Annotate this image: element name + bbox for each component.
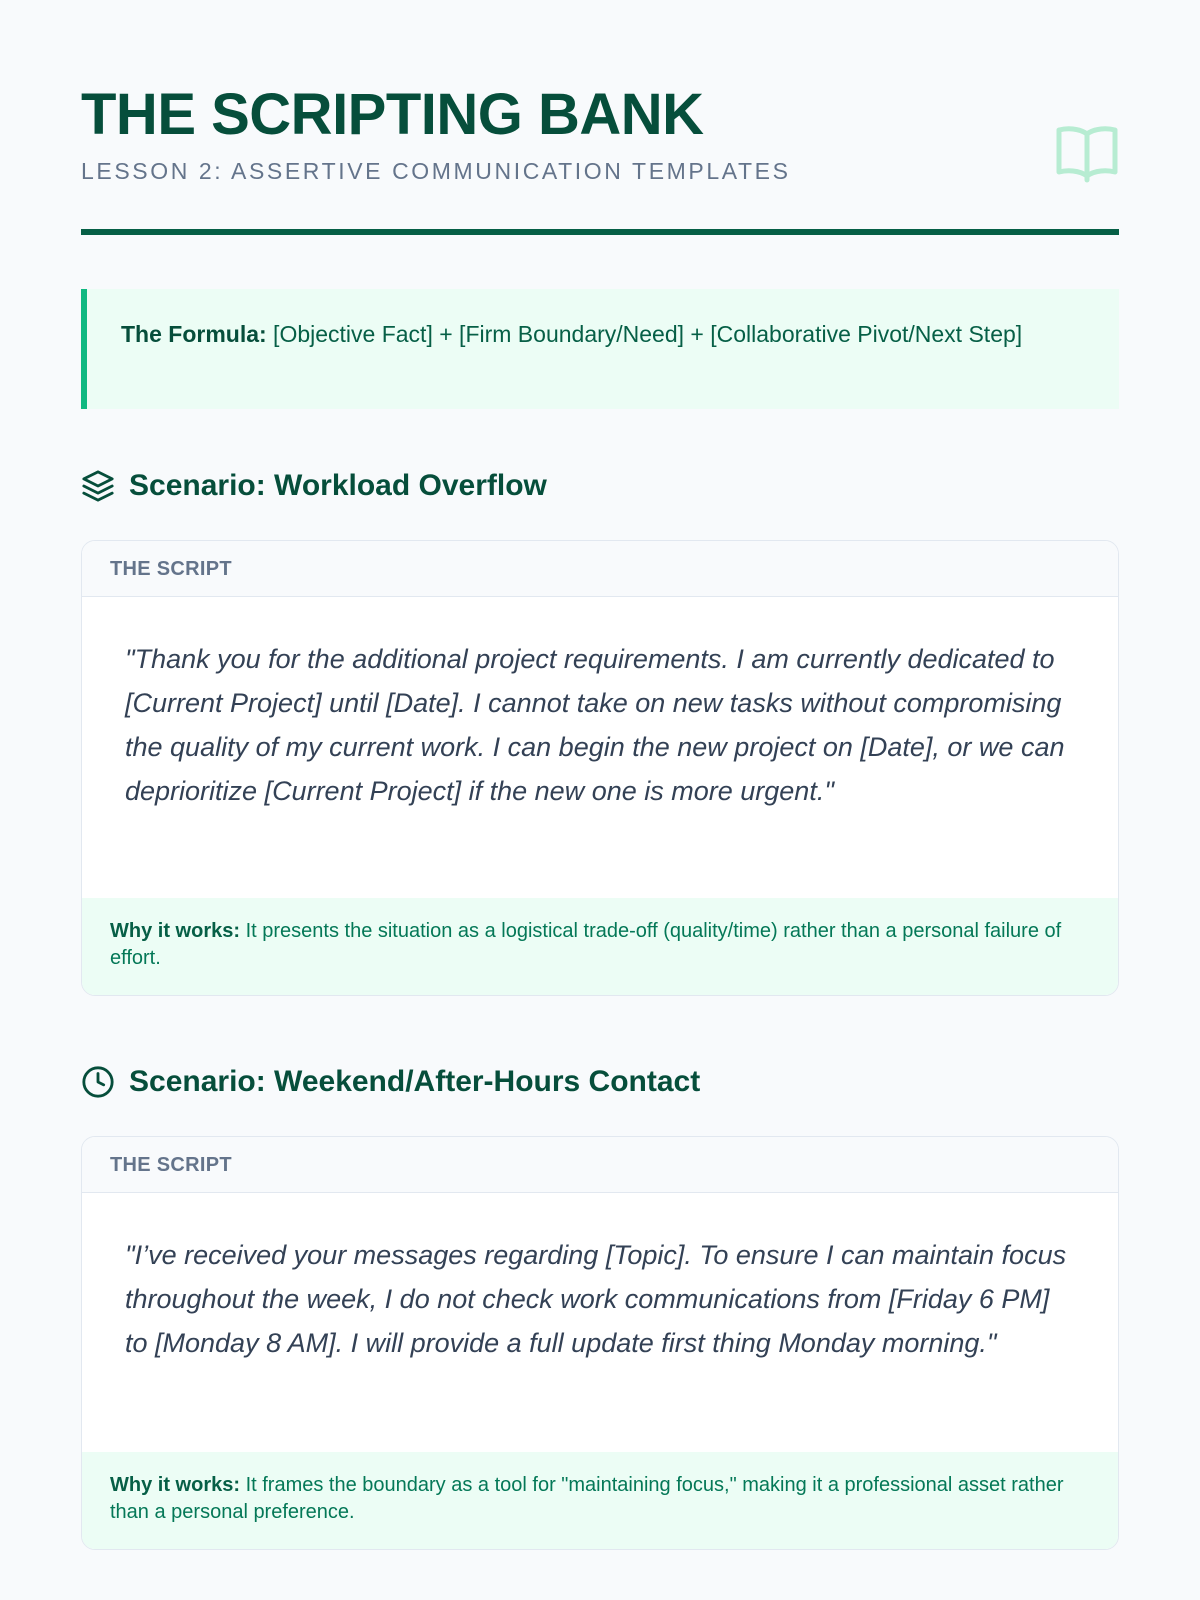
script-card-header: THE SCRIPT xyxy=(82,1137,1118,1193)
script-text: "I’ve received your messages regarding [Topic]. To ensure I can maintain focus throughout the week, I do not check work communications from [Friday 6 PM] to [Monday 8 AM]. I will provide a full update first thing Monday morning." xyxy=(125,1240,1067,1358)
script-text: "Thank you for the additional project requirements. I am currently dedicated to [Current Project] until [Date]. I cannot take on new tasks without compromising the quality of my current work. I can begin the new project on [Date], or we can deprioritize [Current Project] if the new one is more urgent." xyxy=(125,644,1065,806)
script-card-header: THE SCRIPT xyxy=(82,541,1118,597)
page-title: THE SCRIPTING BANK xyxy=(81,82,704,147)
open-book-icon xyxy=(1055,124,1119,184)
why-text: It frames the boundary as a tool for "maintaining focus," making it a professional asset rather than a personal preference. xyxy=(110,1474,1064,1523)
scenario-title: Scenario: Weekend/After-Hours Contact xyxy=(129,1065,701,1098)
header-divider xyxy=(81,229,1119,235)
why-label: Why it works: xyxy=(110,920,241,942)
page-subtitle: LESSON 2: ASSERTIVE COMMUNICATION TEMPLATES xyxy=(81,158,791,184)
page-header xyxy=(81,0,1119,185)
why-it-works xyxy=(82,1452,1118,1549)
why-it-works xyxy=(82,898,1118,995)
formula-text: [Objective Fact] + [Firm Boundary/Need] + [Collaborative Pivot/Next Step] xyxy=(266,321,1023,347)
clock-icon xyxy=(81,1065,115,1099)
scenario-heading xyxy=(81,469,547,503)
layers-icon xyxy=(81,469,115,503)
script-card xyxy=(81,540,1119,996)
script-card xyxy=(81,1136,1119,1550)
why-label: Why it works: xyxy=(110,1474,241,1496)
scenario-heading xyxy=(81,1065,700,1099)
why-text: It presents the situation as a logistical trade-off (quality/time) rather than a personal failure of effort. xyxy=(110,920,1062,969)
formula-label: The Formula: xyxy=(121,321,267,347)
scenario-title: Scenario: Workload Overflow xyxy=(129,469,547,502)
formula-callout xyxy=(81,289,1119,409)
